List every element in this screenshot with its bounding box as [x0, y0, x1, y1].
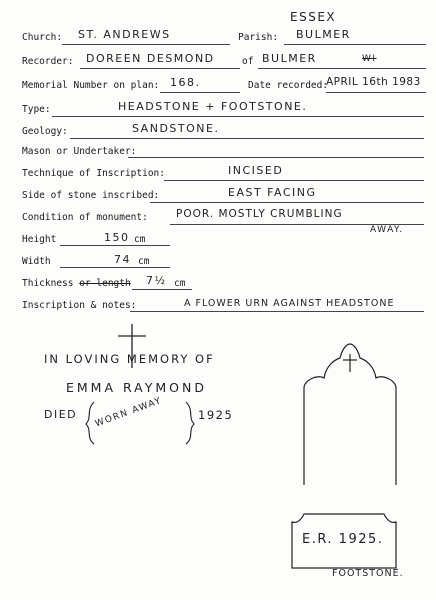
date-recorded-underline	[326, 92, 426, 93]
width-label: Width	[22, 256, 51, 267]
height-label: Height	[22, 234, 57, 245]
geology-value: SANDSTONE.	[132, 122, 220, 135]
width-unit: cm	[138, 256, 150, 267]
headstone-sketch	[290, 340, 410, 490]
mason-underline	[128, 157, 424, 158]
thickness-label	[22, 278, 131, 289]
recorder-label: Recorder:	[22, 56, 74, 67]
type-value: HEADSTONE + FOOTSTONE.	[118, 100, 308, 113]
technique-value: INCISED	[228, 164, 284, 177]
footstone-text: E.R. 1925.	[302, 532, 384, 547]
side-underline	[150, 202, 424, 203]
geology-label: Geology:	[22, 126, 68, 137]
date-recorded-label: Date recorded:	[248, 80, 329, 91]
geology-underline	[70, 138, 424, 139]
memorial-number-value: 168.	[170, 76, 201, 89]
parish-label: Parish:	[238, 32, 279, 43]
thickness-word: Thickness	[22, 278, 74, 289]
of-label: of	[242, 56, 254, 67]
of-value: BULMER	[262, 52, 317, 65]
inscription-year: 1925	[198, 408, 234, 422]
date-recorded-value: APRIL 16th 1983	[326, 76, 421, 88]
church-underline	[62, 44, 230, 45]
inscription-line-2: EMMA RAYMOND	[66, 380, 207, 395]
parish-value: BULMER	[296, 28, 351, 41]
height-unit: cm	[134, 234, 146, 245]
of-crossed-note: WI	[362, 54, 377, 64]
technique-label: Technique of Inscription:	[22, 168, 165, 179]
of-underline	[258, 68, 426, 69]
height-value: 150	[104, 231, 130, 244]
thickness-unit: cm	[174, 278, 186, 289]
width-underline	[60, 267, 170, 268]
type-underline	[52, 116, 424, 117]
condition-label: Condition of monument:	[22, 212, 148, 223]
side-label: Side of stone inscribed:	[22, 190, 160, 201]
recorder-underline	[80, 68, 240, 69]
width-value: 74	[114, 253, 131, 266]
condition-underline	[170, 224, 424, 225]
inscription-note: A FLOWER URN AGAINST HEADSTONE	[184, 298, 395, 309]
memorial-number-underline	[160, 92, 240, 93]
mason-label: Mason or Undertaker:	[22, 146, 137, 157]
inscription-underline	[130, 311, 424, 312]
county-value: ESSEX	[290, 10, 337, 24]
condition-continued: AWAY.	[370, 225, 404, 235]
recorder-value: DOREEN DESMOND	[86, 52, 215, 65]
height-underline	[60, 245, 170, 246]
type-label: Type:	[22, 104, 51, 115]
inscription-died: DIED	[44, 408, 78, 421]
church-label: Church:	[22, 32, 63, 43]
parish-underline	[284, 44, 426, 45]
side-value: EAST FACING	[228, 186, 317, 199]
church-value: ST. ANDREWS	[78, 28, 171, 41]
footstone-caption: FOOTSTONE.	[332, 568, 404, 579]
worn-away-note: WORN AWAY	[94, 395, 164, 430]
length-word-crossed: or length	[79, 278, 131, 289]
thickness-underline	[132, 289, 192, 290]
thickness-value: 7½	[146, 274, 167, 287]
condition-value: POOR. MOSTLY CRUMBLING	[176, 208, 343, 220]
technique-underline	[164, 180, 424, 181]
memorial-number-label: Memorial Number on plan:	[22, 80, 160, 91]
inscription-line-1: IN LOVING MEMORY OF	[44, 352, 215, 366]
inscription-label: Inscription & notes:	[22, 300, 137, 311]
